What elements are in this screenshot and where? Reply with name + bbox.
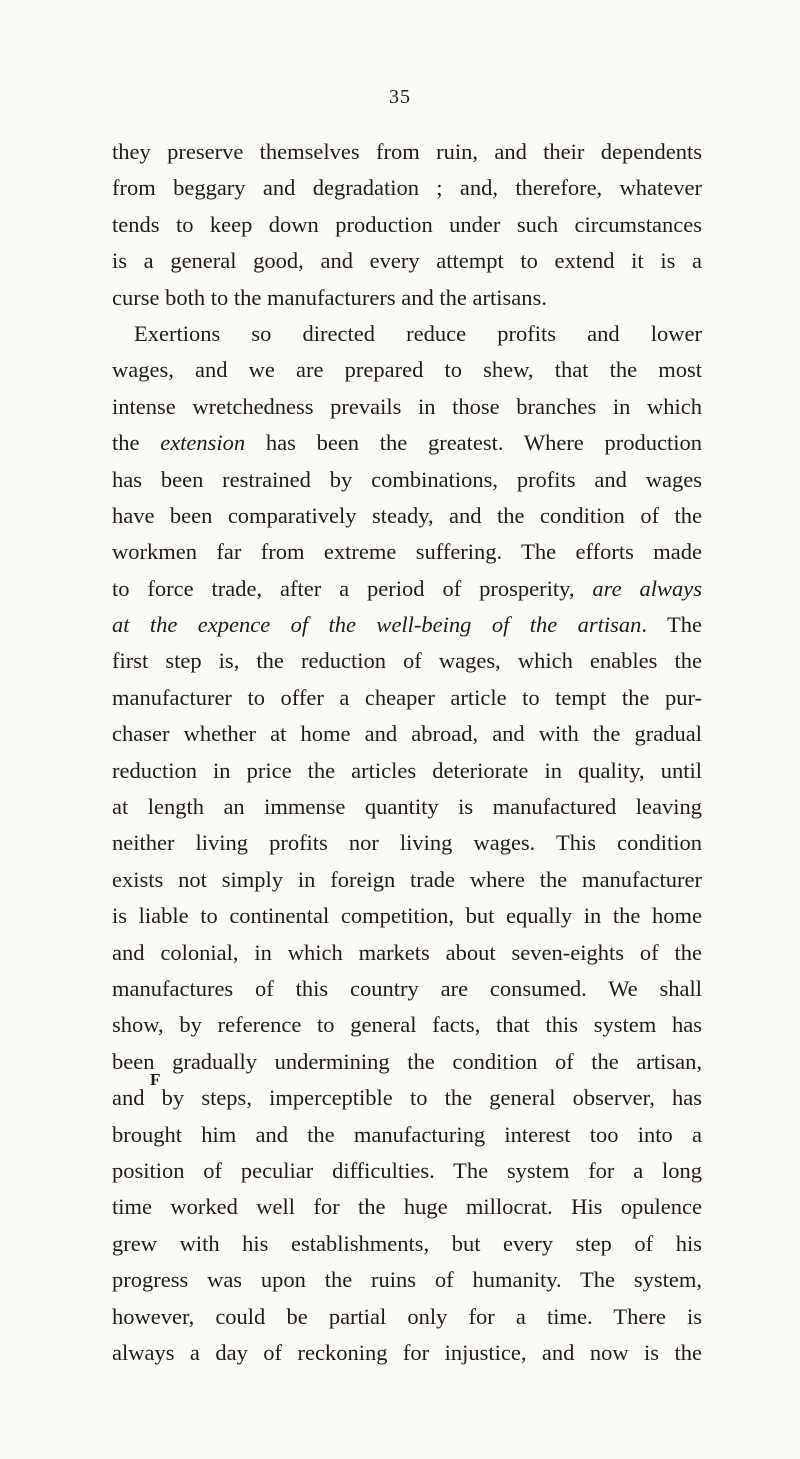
text-segment: workmen far from extreme suffering. The efforts made (112, 539, 702, 565)
text-segment: position of peculiar difficulties. The system for a long (112, 1157, 702, 1183)
text-line (112, 316, 702, 352)
page-number: 35 (389, 86, 411, 108)
text-segment: manufactures of this country are consumed. We shall (112, 975, 702, 1001)
text-line (112, 207, 702, 243)
text-line (112, 1299, 702, 1335)
text-line (112, 825, 702, 861)
text-line (112, 753, 702, 789)
text-segment: is liable to continental competition, but equally in the home (112, 903, 702, 929)
signature-mark: F (150, 1070, 161, 1089)
text-line (112, 1262, 702, 1298)
text-line (112, 789, 702, 825)
text-line (112, 1189, 702, 1225)
text-line (112, 571, 702, 607)
text-segment: manufacturer to offer a cheaper article to tempt the pur- (112, 684, 702, 710)
text-line (112, 352, 702, 388)
text-segment: however, could be partial only for a time. There is (112, 1303, 702, 1329)
text-segment: to force trade, after a period of prosperity, (112, 575, 593, 601)
text-segment: curse both to the manufacturers and the artisans. (112, 284, 547, 310)
text-segment: neither living profits nor living wages. This condition (112, 830, 702, 856)
text-segment: always a day of reckoning for injustice, and now is the (112, 1339, 702, 1365)
text-line (112, 1335, 702, 1371)
text-segment: show, by reference to general facts, that this system has (112, 1012, 702, 1038)
text-segment: has been restrained by combinations, profits and wages (112, 466, 702, 492)
text-segment: and by steps, imperceptible to the general observer, has (112, 1085, 702, 1111)
text-line (112, 680, 702, 716)
text-segment: first step is, the reduction of wages, which enables the (112, 648, 702, 674)
text-line (112, 935, 702, 971)
text-segment: grew with his establishments, but every step of his (112, 1230, 702, 1256)
text-line (112, 134, 702, 170)
text-line (112, 1153, 702, 1189)
text-line (112, 1080, 702, 1116)
text-segment: reduction in price the articles deteriorate in quality, until (112, 757, 702, 783)
text-segment: progress was upon the ruins of humanity. The system, (112, 1267, 702, 1293)
text-segment: . The (641, 612, 702, 638)
text-segment: has been the greatest. Where production (245, 430, 702, 456)
text-segment: and colonial, in which markets about seven-eights of the (112, 939, 702, 965)
text-line (112, 1117, 702, 1153)
text-segment: the (112, 430, 161, 456)
text-line (112, 498, 702, 534)
text-segment: been gradually undermining the condition of the artisan, (112, 1048, 702, 1074)
text-segment: have been comparatively steady, and the condition of the (112, 502, 702, 528)
text-segment: tends to keep down production under such circumstances (112, 211, 702, 237)
text-line (112, 462, 702, 498)
text-line (112, 170, 702, 206)
text-line (112, 280, 702, 316)
text-line (112, 607, 702, 643)
text-line (112, 898, 702, 934)
text-segment: wages, and we are prepared to shew, that the most (112, 357, 702, 383)
text-line (112, 643, 702, 679)
text-segment: Exertions so directed reduce profits and lower (134, 320, 702, 346)
body-text (112, 134, 702, 1371)
italic-text: are always (592, 575, 702, 601)
text-line (112, 716, 702, 752)
text-line (112, 862, 702, 898)
text-line (112, 1007, 702, 1043)
text-segment: from beggary and degradation ; and, therefore, whatever (112, 175, 702, 201)
italic-text: at the expence of the well-being of the artisan (112, 612, 642, 638)
text-segment: is a general good, and every attempt to extend it is a (112, 248, 702, 274)
text-line (112, 425, 702, 461)
text-line (112, 1044, 702, 1080)
text-segment: chaser whether at home and abroad, and with the gradual (112, 721, 702, 747)
text-segment: they preserve themselves from ruin, and their dependents (112, 139, 702, 164)
text-segment: brought him and the manufacturing interest too into a (112, 1121, 702, 1147)
text-segment: time worked well for the huge millocrat. His opulence (112, 1194, 702, 1220)
text-line (112, 534, 702, 570)
text-line (112, 971, 702, 1007)
text-segment: intense wretchedness prevails in those branches in which (112, 393, 702, 419)
italic-text: extension (160, 430, 246, 456)
text-segment: at length an immense quantity is manufactured leaving (112, 794, 702, 820)
text-line (112, 389, 702, 425)
text-line (112, 243, 702, 279)
text-line (112, 1226, 702, 1262)
text-segment: exists not simply in foreign trade where the manufacturer (112, 866, 702, 892)
